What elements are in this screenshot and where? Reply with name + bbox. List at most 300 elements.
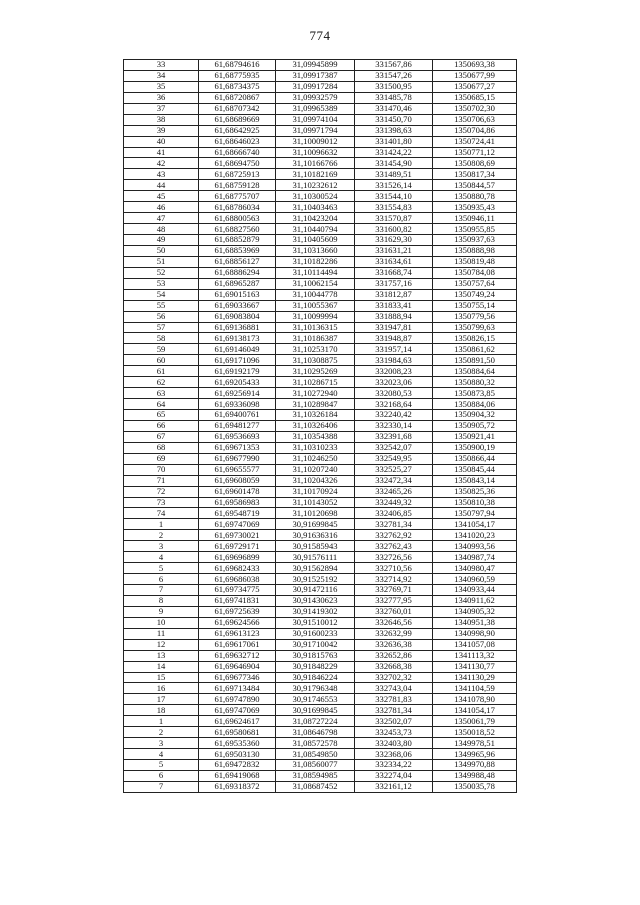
longitude-cell: 31,10308875	[276, 355, 355, 366]
point-number-cell: 16	[124, 683, 199, 694]
table-row	[124, 574, 517, 585]
latitude-cell: 61,69472832	[199, 760, 276, 771]
longitude-cell: 31,10099994	[276, 311, 355, 322]
longitude-cell: 31,10204326	[276, 475, 355, 486]
longitude-cell: 30,91510012	[276, 617, 355, 628]
x-coordinate-cell: 331757,16	[355, 278, 433, 289]
longitude-cell: 31,10300524	[276, 191, 355, 202]
longitude-cell: 30,91430623	[276, 595, 355, 606]
table-row	[124, 147, 517, 158]
table-row	[124, 355, 517, 366]
x-coordinate-cell: 331544,10	[355, 191, 433, 202]
point-number-cell: 7	[124, 585, 199, 596]
table-row	[124, 289, 517, 300]
x-coordinate-cell: 331957,14	[355, 344, 433, 355]
x-coordinate-cell: 331401,80	[355, 136, 433, 147]
x-coordinate-cell: 332406,85	[355, 508, 433, 519]
point-number-cell: 12	[124, 639, 199, 650]
longitude-cell: 31,10009012	[276, 136, 355, 147]
y-coordinate-cell: 1350843,14	[433, 475, 517, 486]
point-number-cell: 6	[124, 770, 199, 781]
x-coordinate-cell: 332652,86	[355, 650, 433, 661]
coordinates-table	[123, 59, 517, 793]
table-row	[124, 158, 517, 169]
x-coordinate-cell: 331547,26	[355, 70, 433, 81]
point-number-cell: 15	[124, 672, 199, 683]
table-row	[124, 388, 517, 399]
y-coordinate-cell: 1350891,50	[433, 355, 517, 366]
y-coordinate-cell: 1340980,47	[433, 563, 517, 574]
table-row	[124, 760, 517, 771]
latitude-cell: 61,69536693	[199, 431, 276, 442]
point-number-cell: 3	[124, 541, 199, 552]
y-coordinate-cell: 1350685,15	[433, 92, 517, 103]
table-row	[124, 103, 517, 114]
longitude-cell: 31,10253170	[276, 344, 355, 355]
longitude-cell: 30,91848229	[276, 661, 355, 672]
point-number-cell: 61	[124, 366, 199, 377]
longitude-cell: 30,91796348	[276, 683, 355, 694]
y-coordinate-cell: 1340993,56	[433, 541, 517, 552]
x-coordinate-cell: 331470,46	[355, 103, 433, 114]
longitude-cell: 30,91746553	[276, 694, 355, 705]
latitude-cell: 61,68694750	[199, 158, 276, 169]
point-number-cell: 69	[124, 453, 199, 464]
x-coordinate-cell: 332023,06	[355, 377, 433, 388]
point-number-cell: 9	[124, 606, 199, 617]
longitude-cell: 31,10114494	[276, 267, 355, 278]
table-row	[124, 606, 517, 617]
table-row	[124, 650, 517, 661]
y-coordinate-cell: 1341020,23	[433, 530, 517, 541]
latitude-cell: 61,68886294	[199, 267, 276, 278]
table-row	[124, 202, 517, 213]
longitude-cell: 31,10246250	[276, 453, 355, 464]
y-coordinate-cell: 1340987,74	[433, 552, 517, 563]
latitude-cell: 61,69256914	[199, 388, 276, 399]
x-coordinate-cell: 331485,78	[355, 92, 433, 103]
table-row	[124, 486, 517, 497]
y-coordinate-cell: 1350880,32	[433, 377, 517, 388]
x-coordinate-cell: 331634,61	[355, 256, 433, 267]
point-number-cell: 18	[124, 705, 199, 716]
latitude-cell: 61,69696899	[199, 552, 276, 563]
latitude-cell: 61,68734375	[199, 81, 276, 92]
table-row	[124, 727, 517, 738]
longitude-cell: 30,91585943	[276, 541, 355, 552]
point-number-cell: 4	[124, 552, 199, 563]
table-row	[124, 781, 517, 792]
y-coordinate-cell: 1350677,99	[433, 70, 517, 81]
y-coordinate-cell: 1350808,69	[433, 158, 517, 169]
y-coordinate-cell: 1341130,29	[433, 672, 517, 683]
point-number-cell: 37	[124, 103, 199, 114]
point-number-cell: 48	[124, 224, 199, 235]
y-coordinate-cell: 1340911,62	[433, 595, 517, 606]
point-number-cell: 3	[124, 738, 199, 749]
y-coordinate-cell: 1350706,63	[433, 114, 517, 125]
y-coordinate-cell: 1340905,32	[433, 606, 517, 617]
longitude-cell: 31,10232612	[276, 180, 355, 191]
latitude-cell: 61,69205433	[199, 377, 276, 388]
latitude-cell: 61,68689669	[199, 114, 276, 125]
y-coordinate-cell: 1350884,64	[433, 366, 517, 377]
point-number-cell: 74	[124, 508, 199, 519]
x-coordinate-cell: 332781,34	[355, 519, 433, 530]
point-number-cell: 44	[124, 180, 199, 191]
table-row	[124, 213, 517, 224]
x-coordinate-cell: 332710,56	[355, 563, 433, 574]
table-row	[124, 420, 517, 431]
point-number-cell: 7	[124, 781, 199, 792]
latitude-cell: 61,69747890	[199, 694, 276, 705]
y-coordinate-cell: 1350035,78	[433, 781, 517, 792]
latitude-cell: 61,68775935	[199, 70, 276, 81]
point-number-cell: 2	[124, 727, 199, 738]
longitude-cell: 30,91815763	[276, 650, 355, 661]
point-number-cell: 39	[124, 125, 199, 136]
longitude-cell: 30,91576111	[276, 552, 355, 563]
x-coordinate-cell: 332636,38	[355, 639, 433, 650]
y-coordinate-cell: 1350900,19	[433, 442, 517, 453]
point-number-cell: 36	[124, 92, 199, 103]
point-number-cell: 41	[124, 147, 199, 158]
table-row	[124, 70, 517, 81]
latitude-cell: 61,68852879	[199, 235, 276, 246]
longitude-cell: 31,10166766	[276, 158, 355, 169]
x-coordinate-cell: 331450,70	[355, 114, 433, 125]
y-coordinate-cell: 1350880,78	[433, 191, 517, 202]
y-coordinate-cell: 1350825,36	[433, 486, 517, 497]
point-number-cell: 68	[124, 442, 199, 453]
table-row	[124, 694, 517, 705]
latitude-cell: 61,69608059	[199, 475, 276, 486]
longitude-cell: 31,09971794	[276, 125, 355, 136]
table-row	[124, 245, 517, 256]
longitude-cell: 30,91710042	[276, 639, 355, 650]
latitude-cell: 61,69747069	[199, 519, 276, 530]
latitude-cell: 61,68642925	[199, 125, 276, 136]
point-number-cell: 54	[124, 289, 199, 300]
x-coordinate-cell: 332403,80	[355, 738, 433, 749]
x-coordinate-cell: 332743,04	[355, 683, 433, 694]
latitude-cell: 61,69725639	[199, 606, 276, 617]
x-coordinate-cell: 331567,86	[355, 60, 433, 71]
latitude-cell: 61,69146049	[199, 344, 276, 355]
x-coordinate-cell: 332334,22	[355, 760, 433, 771]
point-number-cell: 45	[124, 191, 199, 202]
x-coordinate-cell: 331668,74	[355, 267, 433, 278]
latitude-cell: 61,69586983	[199, 497, 276, 508]
x-coordinate-cell: 332726,56	[355, 552, 433, 563]
y-coordinate-cell: 1350749,24	[433, 289, 517, 300]
point-number-cell: 11	[124, 628, 199, 639]
y-coordinate-cell: 1340960,59	[433, 574, 517, 585]
latitude-cell: 61,69336098	[199, 399, 276, 410]
table-row	[124, 311, 517, 322]
longitude-cell: 31,10143052	[276, 497, 355, 508]
latitude-cell: 61,69601478	[199, 486, 276, 497]
latitude-cell: 61,69400761	[199, 410, 276, 421]
y-coordinate-cell: 1350724,41	[433, 136, 517, 147]
y-coordinate-cell: 1350771,12	[433, 147, 517, 158]
point-number-cell: 71	[124, 475, 199, 486]
longitude-cell: 31,09974104	[276, 114, 355, 125]
x-coordinate-cell: 331888,94	[355, 311, 433, 322]
x-coordinate-cell: 332646,56	[355, 617, 433, 628]
x-coordinate-cell: 332777,95	[355, 595, 433, 606]
latitude-cell: 61,69617061	[199, 639, 276, 650]
table-row	[124, 497, 517, 508]
point-number-cell: 51	[124, 256, 199, 267]
point-number-cell: 34	[124, 70, 199, 81]
x-coordinate-cell: 332240,42	[355, 410, 433, 421]
longitude-cell: 31,10272940	[276, 388, 355, 399]
y-coordinate-cell: 1350884,06	[433, 399, 517, 410]
x-coordinate-cell: 332702,32	[355, 672, 433, 683]
table-row	[124, 683, 517, 694]
x-coordinate-cell: 332453,73	[355, 727, 433, 738]
point-number-cell: 52	[124, 267, 199, 278]
latitude-cell: 61,69632712	[199, 650, 276, 661]
table-row	[124, 333, 517, 344]
point-number-cell: 62	[124, 377, 199, 388]
x-coordinate-cell: 332080,53	[355, 388, 433, 399]
table-row	[124, 508, 517, 519]
point-number-cell: 42	[124, 158, 199, 169]
table-row	[124, 92, 517, 103]
table-row	[124, 256, 517, 267]
longitude-cell: 31,10289847	[276, 399, 355, 410]
point-number-cell: 56	[124, 311, 199, 322]
table-row	[124, 235, 517, 246]
point-number-cell: 38	[124, 114, 199, 125]
y-coordinate-cell: 1350826,15	[433, 333, 517, 344]
latitude-cell: 61,68856127	[199, 256, 276, 267]
longitude-cell: 31,10310233	[276, 442, 355, 453]
table-row	[124, 410, 517, 421]
latitude-cell: 61,68775707	[199, 191, 276, 202]
x-coordinate-cell: 332274,04	[355, 770, 433, 781]
table-row	[124, 705, 517, 716]
point-number-cell: 55	[124, 300, 199, 311]
table-row	[124, 530, 517, 541]
x-coordinate-cell: 332542,07	[355, 442, 433, 453]
latitude-cell: 61,69015163	[199, 289, 276, 300]
y-coordinate-cell: 1350755,14	[433, 300, 517, 311]
x-coordinate-cell: 331554,83	[355, 202, 433, 213]
latitude-cell: 61,69624566	[199, 617, 276, 628]
y-coordinate-cell: 1350799,63	[433, 322, 517, 333]
x-coordinate-cell: 331948,87	[355, 333, 433, 344]
table-row	[124, 672, 517, 683]
point-number-cell: 4	[124, 749, 199, 760]
longitude-cell: 31,10182169	[276, 169, 355, 180]
x-coordinate-cell: 332502,07	[355, 716, 433, 727]
table-row	[124, 749, 517, 760]
point-number-cell: 43	[124, 169, 199, 180]
longitude-cell: 30,91846224	[276, 672, 355, 683]
latitude-cell: 61,68666740	[199, 147, 276, 158]
x-coordinate-cell: 331629,30	[355, 235, 433, 246]
latitude-cell: 61,69747069	[199, 705, 276, 716]
y-coordinate-cell: 1350819,48	[433, 256, 517, 267]
longitude-cell: 31,08549850	[276, 749, 355, 760]
latitude-cell: 61,69741831	[199, 595, 276, 606]
point-number-cell: 59	[124, 344, 199, 355]
point-number-cell: 10	[124, 617, 199, 628]
longitude-cell: 30,91525192	[276, 574, 355, 585]
point-number-cell: 53	[124, 278, 199, 289]
y-coordinate-cell: 1349978,51	[433, 738, 517, 749]
point-number-cell: 8	[124, 595, 199, 606]
table-row	[124, 81, 517, 92]
longitude-cell: 30,91419302	[276, 606, 355, 617]
point-number-cell: 60	[124, 355, 199, 366]
y-coordinate-cell: 1341078,90	[433, 694, 517, 705]
y-coordinate-cell: 1350693,38	[433, 60, 517, 71]
x-coordinate-cell: 331947,81	[355, 322, 433, 333]
y-coordinate-cell: 1350677,27	[433, 81, 517, 92]
x-coordinate-cell: 331424,22	[355, 147, 433, 158]
latitude-cell: 61,69646904	[199, 661, 276, 672]
longitude-cell: 31,10044778	[276, 289, 355, 300]
longitude-cell: 31,08560077	[276, 760, 355, 771]
latitude-cell: 61,68725913	[199, 169, 276, 180]
x-coordinate-cell: 331489,51	[355, 169, 433, 180]
longitude-cell: 31,08594985	[276, 770, 355, 781]
y-coordinate-cell: 1350937,63	[433, 235, 517, 246]
table-row	[124, 431, 517, 442]
point-number-cell: 67	[124, 431, 199, 442]
table-row	[124, 224, 517, 235]
latitude-cell: 61,69624617	[199, 716, 276, 727]
table-row	[124, 169, 517, 180]
latitude-cell: 61,68965287	[199, 278, 276, 289]
longitude-cell: 31,10295269	[276, 366, 355, 377]
latitude-cell: 61,69481277	[199, 420, 276, 431]
y-coordinate-cell: 1350921,41	[433, 431, 517, 442]
latitude-cell: 61,68759128	[199, 180, 276, 191]
y-coordinate-cell: 1350817,34	[433, 169, 517, 180]
latitude-cell: 61,69083804	[199, 311, 276, 322]
point-number-cell: 6	[124, 574, 199, 585]
latitude-cell: 61,69713484	[199, 683, 276, 694]
point-number-cell: 17	[124, 694, 199, 705]
latitude-cell: 61,69677990	[199, 453, 276, 464]
y-coordinate-cell: 1350704,86	[433, 125, 517, 136]
table-row	[124, 519, 517, 530]
x-coordinate-cell: 332549,95	[355, 453, 433, 464]
longitude-cell: 31,09917387	[276, 70, 355, 81]
longitude-cell: 30,91472116	[276, 585, 355, 596]
x-coordinate-cell: 332769,71	[355, 585, 433, 596]
latitude-cell: 61,68786034	[199, 202, 276, 213]
y-coordinate-cell: 1350061,79	[433, 716, 517, 727]
point-number-cell: 63	[124, 388, 199, 399]
x-coordinate-cell: 332781,83	[355, 694, 433, 705]
x-coordinate-cell: 332472,34	[355, 475, 433, 486]
y-coordinate-cell: 1350810,38	[433, 497, 517, 508]
x-coordinate-cell: 332632,99	[355, 628, 433, 639]
latitude-cell: 61,68800563	[199, 213, 276, 224]
longitude-cell: 31,10186387	[276, 333, 355, 344]
x-coordinate-cell: 332668,38	[355, 661, 433, 672]
table-row	[124, 453, 517, 464]
point-number-cell: 50	[124, 245, 199, 256]
longitude-cell: 31,10423204	[276, 213, 355, 224]
point-number-cell: 5	[124, 563, 199, 574]
point-number-cell: 65	[124, 410, 199, 421]
longitude-cell: 31,10096632	[276, 147, 355, 158]
point-number-cell: 49	[124, 235, 199, 246]
y-coordinate-cell: 1350861,62	[433, 344, 517, 355]
table-row	[124, 322, 517, 333]
latitude-cell: 61,68646023	[199, 136, 276, 147]
x-coordinate-cell: 331812,87	[355, 289, 433, 300]
table-row	[124, 563, 517, 574]
y-coordinate-cell: 1341104,59	[433, 683, 517, 694]
x-coordinate-cell: 332391,68	[355, 431, 433, 442]
x-coordinate-cell: 332781,34	[355, 705, 433, 716]
longitude-cell: 31,10170924	[276, 486, 355, 497]
x-coordinate-cell: 332330,14	[355, 420, 433, 431]
x-coordinate-cell: 332762,92	[355, 530, 433, 541]
point-number-cell: 46	[124, 202, 199, 213]
y-coordinate-cell: 1350946,11	[433, 213, 517, 224]
y-coordinate-cell: 1350845,44	[433, 464, 517, 475]
table-row	[124, 278, 517, 289]
table-row	[124, 366, 517, 377]
table-row	[124, 738, 517, 749]
point-number-cell: 73	[124, 497, 199, 508]
latitude-cell: 61,69734775	[199, 585, 276, 596]
latitude-cell: 61,69613123	[199, 628, 276, 639]
point-number-cell: 40	[124, 136, 199, 147]
latitude-cell: 61,69677346	[199, 672, 276, 683]
table-row	[124, 661, 517, 672]
longitude-cell: 30,91699845	[276, 519, 355, 530]
x-coordinate-cell: 331398,63	[355, 125, 433, 136]
table-row	[124, 716, 517, 727]
longitude-cell: 31,10326184	[276, 410, 355, 421]
coordinates-table-body	[124, 60, 517, 793]
longitude-cell: 31,09965389	[276, 103, 355, 114]
longitude-cell: 31,10354388	[276, 431, 355, 442]
y-coordinate-cell: 1349988,48	[433, 770, 517, 781]
latitude-cell: 61,69318372	[199, 781, 276, 792]
point-number-cell: 5	[124, 760, 199, 771]
longitude-cell: 31,10313660	[276, 245, 355, 256]
y-coordinate-cell: 1341113,32	[433, 650, 517, 661]
x-coordinate-cell: 332368,06	[355, 749, 433, 760]
latitude-cell: 61,69580681	[199, 727, 276, 738]
longitude-cell: 31,08646798	[276, 727, 355, 738]
longitude-cell: 31,10440794	[276, 224, 355, 235]
x-coordinate-cell: 332161,12	[355, 781, 433, 792]
longitude-cell: 31,10405609	[276, 235, 355, 246]
x-coordinate-cell: 331631,21	[355, 245, 433, 256]
longitude-cell: 31,10136315	[276, 322, 355, 333]
latitude-cell: 61,69033667	[199, 300, 276, 311]
x-coordinate-cell: 332762,43	[355, 541, 433, 552]
table-row	[124, 464, 517, 475]
longitude-cell: 31,10326406	[276, 420, 355, 431]
y-coordinate-cell: 1350873,85	[433, 388, 517, 399]
table-row	[124, 377, 517, 388]
latitude-cell: 61,68707342	[199, 103, 276, 114]
point-number-cell: 33	[124, 60, 199, 71]
